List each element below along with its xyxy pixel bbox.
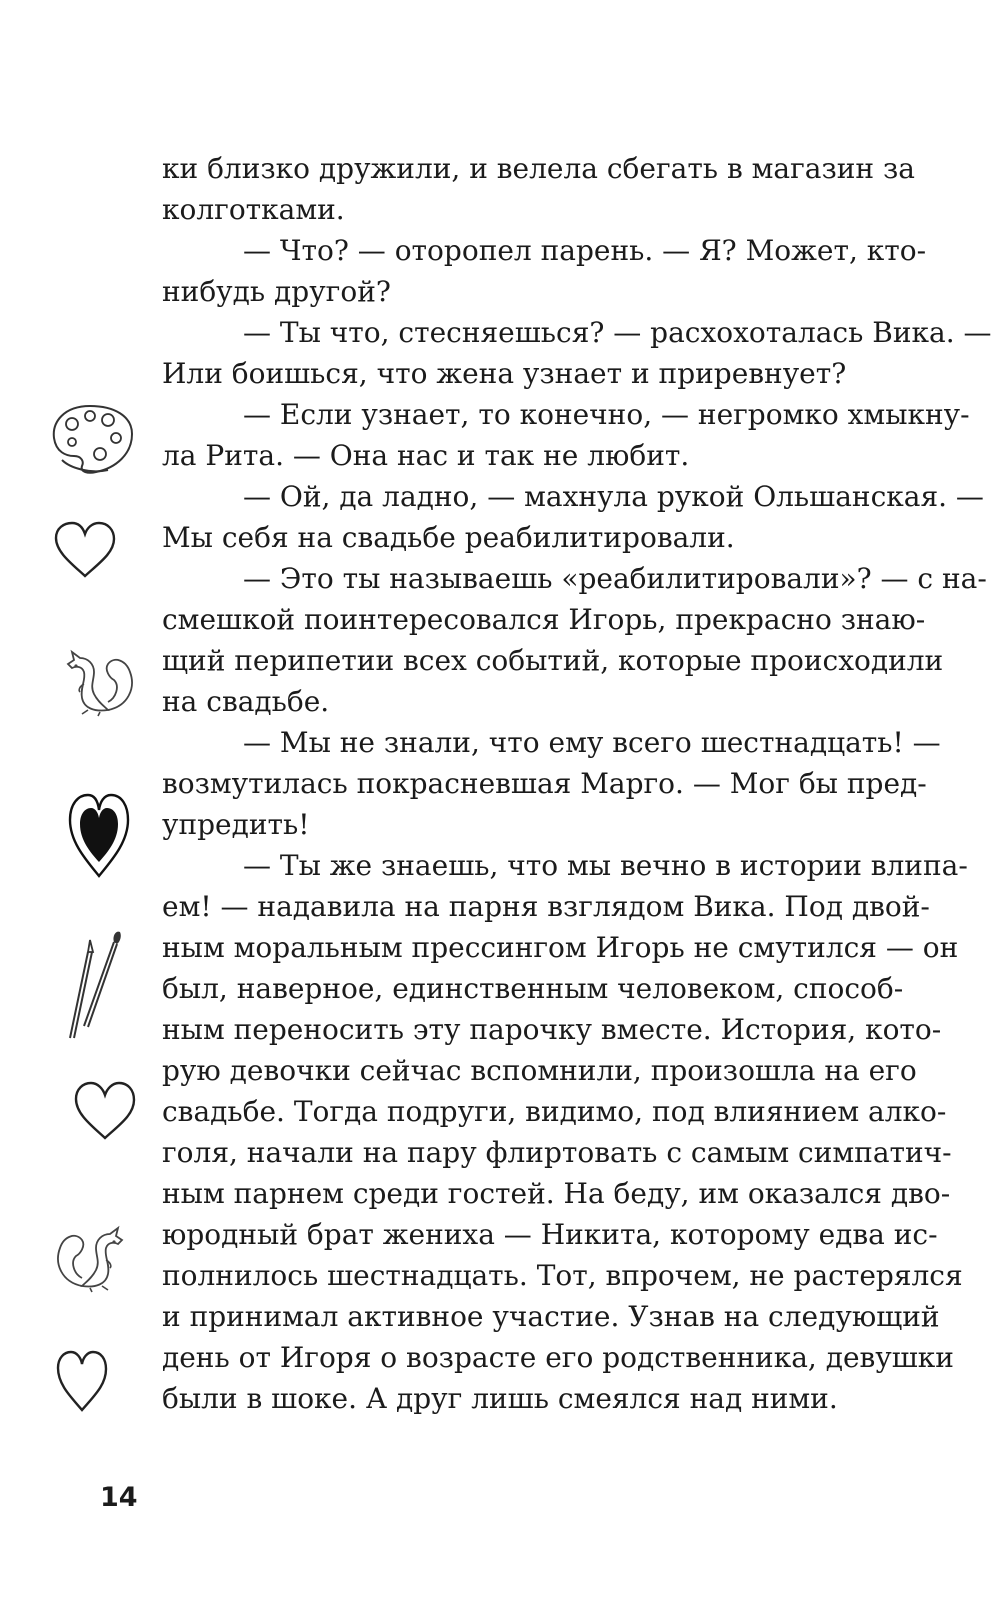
heart-icon [72, 1080, 138, 1142]
text-line: — Ты что, стесняешься? — расхохоталась Вика. — [243, 316, 992, 349]
text-line: Мы себя на свадьбе реабилитировали. [162, 521, 735, 554]
paintbrushes-icon [62, 928, 124, 1042]
text-line: ем! — надавила на парня взглядом Вика. Под двой- [162, 890, 930, 923]
text-line: ным парнем среди гостей. На беду, им оказался дво- [162, 1177, 951, 1210]
text-line: были в шоке. А друг лишь смеялся над ними. [162, 1382, 838, 1415]
text-line: ным моральным прессингом Игорь не смутился — он [162, 931, 959, 964]
text-line: и принимал активное участие. Узнав на следующий [162, 1300, 940, 1333]
text-line: возмутилась покрасневшая Марго. — Мог бы пред- [162, 767, 927, 800]
text-line: день от Игоря о возрасте его родственника, девушки [162, 1341, 954, 1374]
text-line: колготками. [162, 193, 345, 226]
page-number: 14 [100, 1482, 138, 1513]
text-line: ла Рита. — Она нас и так не любит. [162, 439, 690, 472]
text-line: — Если узнает, то конечно, — негромко хмыкну- [243, 398, 970, 431]
text-line: упредить! [162, 808, 310, 841]
body-text [162, 148, 992, 1419]
text-line: голя, начали на пару флиртовать с самым симпатич- [162, 1136, 952, 1169]
text-line: ки близко дружили, и велела сбегать в магазин за [162, 152, 915, 185]
filled-heart-icon [66, 790, 132, 880]
text-line: — Ой, да ладно, — махнула рукой Ольшанская. — [243, 480, 984, 513]
squirrel-icon [58, 640, 138, 718]
text-line: Или боишься, что жена узнает и приревнует? [162, 357, 847, 390]
text-line: — Мы не знали, что ему всего шестнадцать! — [243, 726, 941, 759]
text-line: полнилось шестнадцать. Тот, впрочем, не растерялся [162, 1259, 963, 1292]
text-line: рую девочки сейчас вспомнили, произошла на его [162, 1054, 917, 1087]
text-line: нибудь другой? [162, 275, 391, 308]
palette-icon [50, 402, 136, 476]
text-line: свадьбе. Тогда подруги, видимо, под влиянием алко- [162, 1095, 947, 1128]
text-line: был, наверное, единственным человеком, способ- [162, 972, 904, 1005]
text-line: — Что? — оторопел парень. — Я? Может, кто- [243, 234, 927, 267]
text-line: ным переносить эту парочку вместе. История, кото- [162, 1013, 942, 1046]
squirrel-icon [52, 1214, 134, 1294]
text-line: смешкой поинтересовался Игорь, прекрасно знаю- [162, 603, 926, 636]
text-line: — Это ты называешь «реабилитировали»? — с на- [243, 562, 987, 595]
text-line: юродный брат жениха — Никита, которому едва ис- [162, 1218, 938, 1251]
text-line: — Ты же знаешь, что мы вечно в истории влипа- [243, 849, 968, 882]
heart-icon [52, 520, 118, 580]
heart-icon [54, 1348, 110, 1414]
text-line: щий перипетии всех событий, которые происходили [162, 644, 944, 677]
text-line: на свадьбе. [162, 685, 330, 718]
